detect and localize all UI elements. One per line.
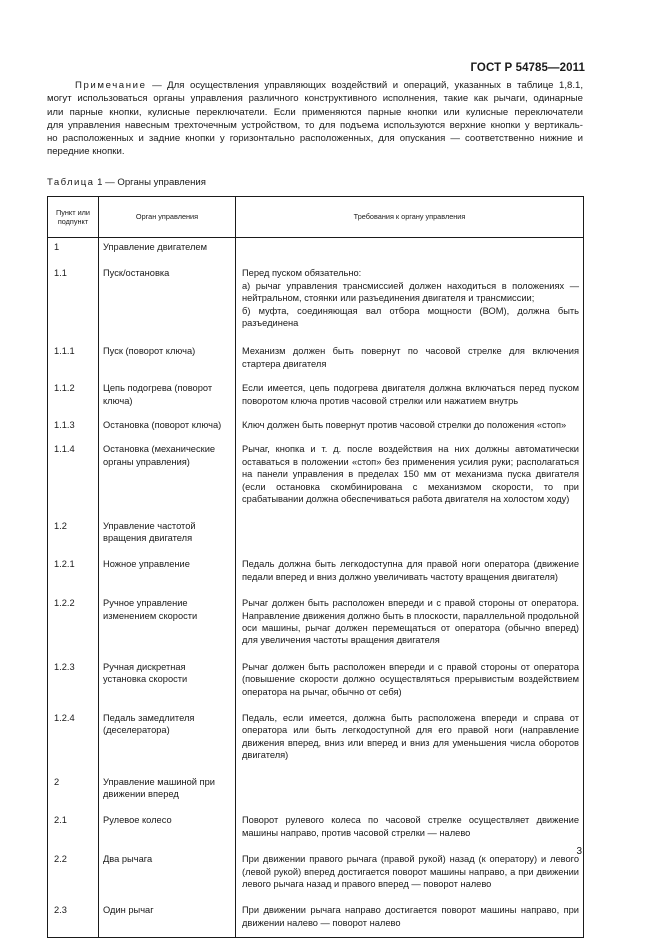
note-line-1-text: — Для осуществления управляющих воздействий и операций, указанных в таблице 1,8.1, bbox=[152, 80, 584, 91]
row-number: 1.1.2 bbox=[48, 380, 99, 417]
row-number: 1.2.2 bbox=[48, 595, 99, 659]
row-number: 1.2.3 bbox=[48, 659, 99, 710]
row-number: 1.1 bbox=[48, 265, 99, 343]
row-control: Управление машиной при движении вперед bbox=[99, 774, 236, 813]
row-control: Пуск/остановка bbox=[99, 265, 236, 343]
table-caption-text: 1 — Органы управления bbox=[97, 177, 206, 188]
note-line-4: для управления навесным трехточечным устройством, то для подъема используются верхние кнопки у вертикаль- bbox=[47, 119, 583, 131]
row-number: 1.2 bbox=[48, 518, 99, 557]
row-requirement: Педаль должна быть легкодоступна для правой ноги оператора (движение педали вперед и вниз должно увеличивать частоту вращения двигателя) bbox=[236, 556, 584, 595]
row-requirement: Механизм должен быть повернут по часовой стрелке для включения стартера двигателя bbox=[236, 343, 584, 380]
table-row bbox=[48, 812, 584, 851]
row-requirement: При движении правого рычага (правой рукой) назад (к оператору) и левого (левой рукой) вперед достигается поворот машины направо, а при движении левого рычага назад и правого вперед — поворот налево bbox=[236, 851, 584, 902]
table-row bbox=[48, 417, 584, 441]
row-number: 1.1.3 bbox=[48, 417, 99, 441]
note-lead: Примечание bbox=[75, 80, 147, 91]
row-control: Педаль замедлителя (деселератора) bbox=[99, 710, 236, 774]
table-row bbox=[48, 595, 584, 659]
note-paragraph bbox=[47, 79, 583, 159]
row-number: 1 bbox=[48, 238, 99, 266]
table-row bbox=[48, 851, 584, 902]
table-row bbox=[48, 343, 584, 380]
table-header-row bbox=[48, 197, 584, 238]
note-line-3: или парные кнопки, кулисные переключатели. Если применяются парные кнопки или кулисные переключатели bbox=[47, 106, 583, 118]
row-control: Два рычага bbox=[99, 851, 236, 902]
row-requirement: Ключ должен быть повернут против часовой стрелки до положения «стоп» bbox=[236, 417, 584, 441]
note-line-5: но расположенных и задние кнопки у горизонтально расположенных, для опускания — соответственно нижние и bbox=[47, 133, 583, 145]
row-control: Цепь подогрева (поворот ключа) bbox=[99, 380, 236, 417]
row-control: Ручная дискретная установка скорости bbox=[99, 659, 236, 710]
header-item-number: Пункт или подпункт bbox=[48, 197, 99, 238]
row-control: Управление двигателем bbox=[99, 238, 236, 266]
table-row bbox=[48, 902, 584, 937]
table-row bbox=[48, 380, 584, 417]
page-number: 3 bbox=[576, 846, 582, 857]
table-row bbox=[48, 441, 584, 517]
row-requirement: Рычаг должен быть расположен впереди и с правой стороны от оператора (повышение скорости должно осуществляться прерывистым воздействием оператора на рычаг, обычно от себя) bbox=[236, 659, 584, 710]
table-row bbox=[48, 659, 584, 710]
row-control: Управление частотой вращения двигателя bbox=[99, 518, 236, 557]
header-control: Орган управления bbox=[99, 197, 236, 238]
row-number: 1.1.4 bbox=[48, 441, 99, 517]
note-line-6: передние кнопки. bbox=[47, 146, 125, 158]
controls-table bbox=[47, 196, 584, 938]
row-control: Остановка (поворот ключа) bbox=[99, 417, 236, 441]
table-row bbox=[48, 265, 584, 343]
header-requirements: Требования к органу управления bbox=[236, 197, 584, 238]
table-row bbox=[48, 774, 584, 813]
row-requirement: Поворот рулевого колеса по часовой стрелке осуществляет движение машины направо, против часовой стрелки — налево bbox=[236, 812, 584, 851]
table-row bbox=[48, 518, 584, 557]
row-number: 2.1 bbox=[48, 812, 99, 851]
row-requirement: При движении рычага направо достигается поворот машины направо, при движении налево — поворот налево bbox=[236, 902, 584, 937]
row-requirement: Педаль, если имеется, должна быть расположена впереди и справа от оператора или быть легкодоступной для его правой ноги (направление движения вперед, вниз или вперед и вниз для уменьшения числа оборотов двигателя) bbox=[236, 710, 584, 774]
document-standard-id: ГОСТ Р 54785—2011 bbox=[470, 62, 585, 74]
row-number: 2.2 bbox=[48, 851, 99, 902]
row-number: 2.3 bbox=[48, 902, 99, 937]
row-number: 1.1.1 bbox=[48, 343, 99, 380]
row-number: 2 bbox=[48, 774, 99, 813]
row-requirement: Перед пуском обязательно: а) рычаг управления трансмиссией должен находиться в положениях — нейтральном, стоянки или разъединения двигателя и трансмиссии; б) муфта, соединяющая вал отбора мощности (ВОМ), должна быть разъединена bbox=[236, 265, 584, 343]
row-control: Пуск (поворот ключа) bbox=[99, 343, 236, 380]
row-requirement: Если имеется, цепь подогрева двигателя должна включаться перед пуском поворотом ключа против часовой стрелки или нажатием внутрь bbox=[236, 380, 584, 417]
table-caption-word: Таблица bbox=[47, 177, 95, 188]
note-line-2: могут использоваться органы управления различного конструктивного исполнения, такие как рычаги, одинарные bbox=[47, 93, 583, 105]
row-requirement bbox=[236, 238, 584, 266]
row-requirement: Рычаг должен быть расположен впереди и с правой стороны от оператора. Направление движения должно быть в плоскости, параллельной продольной оси машины, рычаг должен перемещаться от оператора (обычно вперед) для увеличения частоты вращения двигателя bbox=[236, 595, 584, 659]
row-number: 1.2.1 bbox=[48, 556, 99, 595]
table-row bbox=[48, 710, 584, 774]
row-control: Ручное управление изменением скорости bbox=[99, 595, 236, 659]
row-requirement: Рычаг, кнопка и т. д. после воздействия на них должны автоматически оставаться в положении «стоп» без применения усилия руки; располагаться на панели управления в пределах 150 мм от механизма пуска двигателя (если остановка скомбинирована с механизмом скорости, то при срабатывании должна обеспечиваться работа двигателя на холостом ходу) bbox=[236, 441, 584, 517]
row-number: 1.2.4 bbox=[48, 710, 99, 774]
table-caption bbox=[47, 177, 206, 188]
table-row bbox=[48, 556, 584, 595]
row-control: Один рычаг bbox=[99, 902, 236, 937]
row-control: Ножное управление bbox=[99, 556, 236, 595]
row-requirement bbox=[236, 774, 584, 813]
note-line-1 bbox=[47, 79, 583, 92]
row-requirement bbox=[236, 518, 584, 557]
row-control: Остановка (механические органы управления) bbox=[99, 441, 236, 517]
row-control: Рулевое колесо bbox=[99, 812, 236, 851]
table-row bbox=[48, 238, 584, 266]
